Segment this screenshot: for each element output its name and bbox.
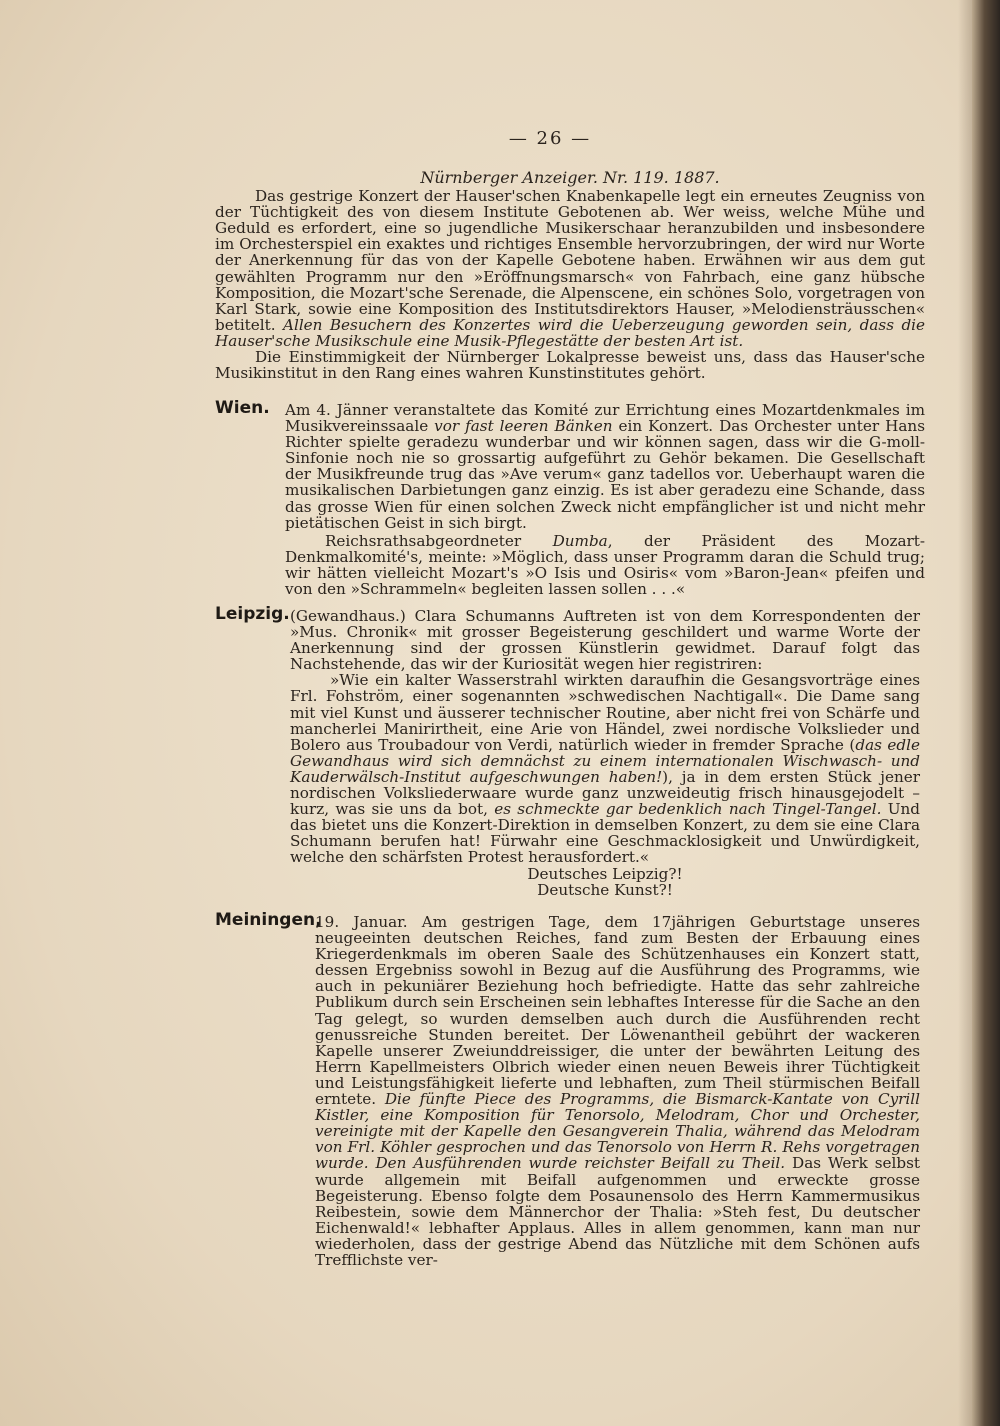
leipzig-closing-1: Deutsches Leipzig?! [527, 864, 683, 883]
wien-text-d: , der Präsident des Mozart-Denkmalkomité's, meinte: »Möglich, dass unser Programm daran die Schuld trug; wir hätten vielleicht Mozart's »O Isis und Osiris« vom »Baron-Jean« pfeifen und von den »Schrammeln« begleiten lassen sollen . . .« [285, 531, 926, 599]
meiningen-italic: Die fünfte Piece des Programms, die Bismarck-Kantate von Cyrill Kistler, eine Komposition für Tenorsolo, Melodram, Chor und Orchester, vereinigte mit der Kapelle den Gesangverein Thalia, während das Melodram von Frl. Köhler gesprochen und das Tenorsolo von Herrn R. Rehs vorgetragen wurde. Den Ausführenden wurde reichster Beifall zu Theil. [315, 1090, 921, 1173]
leipzig-closing-2: Deutsche Kunst?! [537, 880, 673, 899]
wien-italic: vor fast leeren Bänken [434, 417, 613, 436]
nuremberg-text: Das gestrige Konzert der Hauser'schen Knabenkapelle legt ein erneutes Zeugniss von der Tüchtigkeit des von diesem Institute Gebotenen ab. Wer weiss, welche Mühe und Geduld es erfordert, eine so jugendliche Musikerschaar heranzubilden und insbesondere im Orchesterspiel ein exaktes und richtiges Ensemble hervorzubringen, der wird nur Worte der Anerkennung für das von der Kapelle Gebotene haben. Erwähnen wir aus dem gut gewählten Programm nur den »Eröffnungsmarsch« von Fahrbach, eine ganz hübsche Komposition, die Mozart'sche Serenade, die Alpenscene, ein schönes Solo, vorgetragen von Karl Stark, sowie eine Komposition des Institutsdirektors Hauser, »Melodiensträusschen« betitelt. [215, 187, 925, 334]
meiningen-text-b: Das Werk selbst wurde allgemein mit Beifall aufgenommen und erweckte grosse Begeisterung. Ebenso folgte dem Posaunensolo des Herrn Kammermusikus Reibestein, sowie dem Männerchor der Thalia: »Steh fest, Du deutscher Eichenwald!« lebhafter Applaus. Alles in allem genommen, kann man nur wiederholen, dass der gestrige Abend das Nützliche mit dem Schönen aufs Trefflichste ver- [315, 1154, 920, 1269]
leipzig-text-a: »Wie ein kalter Wasserstrahl wirkten daraufhin die Gesangsvorträge eines Frl. Fohström, einer sogenannten »schwedischen Nachtigall«. Die Dame sang mit viel Kunst und äusserer technischer Routine, aber nicht frei von Schärfe und mancherlei Manirirtheit, eine Arie von Händel, zwei nordische Volkslieder und Bolero aus Troubadour von Verdi, natürlich wieder in fremder Sprache ( [290, 671, 920, 754]
source-heading: Nürnberger Anzeiger. Nr. 119. 1887. [420, 168, 720, 187]
leipzig-italic-1: das edle Gewandhaus wird sich demnächst zu einem internationalen Wischwasch- und Kauderwälsch-Institut aufgeschwungen haben! [290, 735, 920, 786]
wien-text-a: Am 4. Jänner veranstaltete das Komité zur Errichtung eines Mozartdenkmales im Musikvereinssaale [285, 401, 925, 436]
nuremberg-paragraph-1 [215, 188, 925, 349]
book-binding [972, 0, 1000, 1426]
section-leipzig [290, 608, 920, 898]
city-heading-leipzig: Leipzig. [215, 604, 290, 624]
section-meiningen [315, 914, 920, 1268]
nuremberg-paragraph-2: Die Einstimmigkeit der Nürnberger Lokalpresse beweist uns, dass das Hauser'sche Musikinstitut in den Rang eines wahren Kunstinstitutes gehört. [215, 348, 925, 383]
section-nuremberg [215, 170, 925, 381]
wien-paragraph-2 [285, 533, 925, 597]
meiningen-text-a: 19. Januar. Am gestrigen Tage, dem 17jährigen Geburtstage unseres neugeeinten deutschen Reiches, fand zum Besten der Erbauung eines Kriegerdenkmals im oberen Saale des Schützenhauses ein Konzert statt, dessen Ergebniss sowohl in Bezug auf die Ausführung des Programms, wie auch in pekuniärer Beziehung hoch befriedigte. Hatte das sehr zahlreiche Publikum durch sein Erscheinen sein lebhaftes Interesse für die Sache an den Tag gelegt, so wurden demselben auch durch die Ausführenden recht genussreiche Stunden bereitet. Der Löwenantheil gebührt der wackeren Kapelle unserer Zweiunddreissiger, die unter der bewährten Leitung des Herrn Kapellmeisters Olbrich wieder einen neuen Beweis ihrer Tüchtigkeit und Leistungsfähigkeit lieferte und lebhaften, zum Theil stürmischen Beifall erntete. [315, 913, 920, 1109]
city-heading-meiningen: Meiningen, [215, 910, 322, 930]
meiningen-paragraph [315, 914, 920, 1268]
leipzig-paragraph-1: (Gewandhaus.) Clara Schumanns Auftreten ist von dem Korrespondenten der »Mus. Chronik« mit grosser Begeisterung geschildert und warme Worte der Anerkennung sind der grossen Künstlerin gewidmet. Darauf folgt das Nachstehende, das wir der Kuriosität wegen hier registriren: [290, 607, 920, 674]
city-heading-wien: Wien. [215, 398, 270, 418]
wien-text-b: ein Konzert. Das Orchester unter Hans Richter spielte geradezu wunderbar und wir können sagen, dass wir die G-moll-Sinfonie noch nie so grossartig aufgeführt zu Gehör bekamen. Die Gesellschaft der Musikfreunde trug das »Ave verum« ganz tadellos vor. Ueberhaupt waren die musikalischen Darbietungen ganz einzig. Es ist aber geradezu eine Schande, dass das grosse Wien für einen solchen Zweck nicht empfänglicher ist und nicht mehr pietätischen Geist in sich birgt. [285, 417, 925, 532]
page-number: — 26 — [508, 128, 592, 149]
wien-italic-name: Dumba [552, 531, 608, 550]
wien-paragraph-1 [285, 402, 925, 531]
leipzig-text-b: ), ja in dem ersten Stück jener nordischen Volksliederwaare wurde ganz unzweideutig frisch hinausgejodelt – kurz, was sie uns da bot, [290, 767, 920, 819]
leipzig-italic-2: es schmeckte gar bedenklich nach Tingel-Tangel. [494, 800, 882, 819]
wien-text-c: Reichsrathsabgeordneter [325, 531, 522, 550]
section-wien [285, 402, 925, 597]
leipzig-paragraph-2 [290, 672, 920, 865]
nuremberg-italic-text: Allen Besuchern des Konzertes wird die Ueberzeugung geworden sein, dass die Hauser'sche Musikschule eine Musik-Pflegestätte der besten Art ist. [215, 315, 926, 350]
gutter-shadow [958, 0, 972, 1426]
leipzig-text-c: Und das bietet uns die Konzert-Direktion in demselben Konzert, zu dem sie eine Clara Schumann berufen hat! Fürwahr eine Geschmacklosigkeit und Unwürdigkeit, welche den schärfsten Protest herausfordert.« [290, 800, 921, 867]
